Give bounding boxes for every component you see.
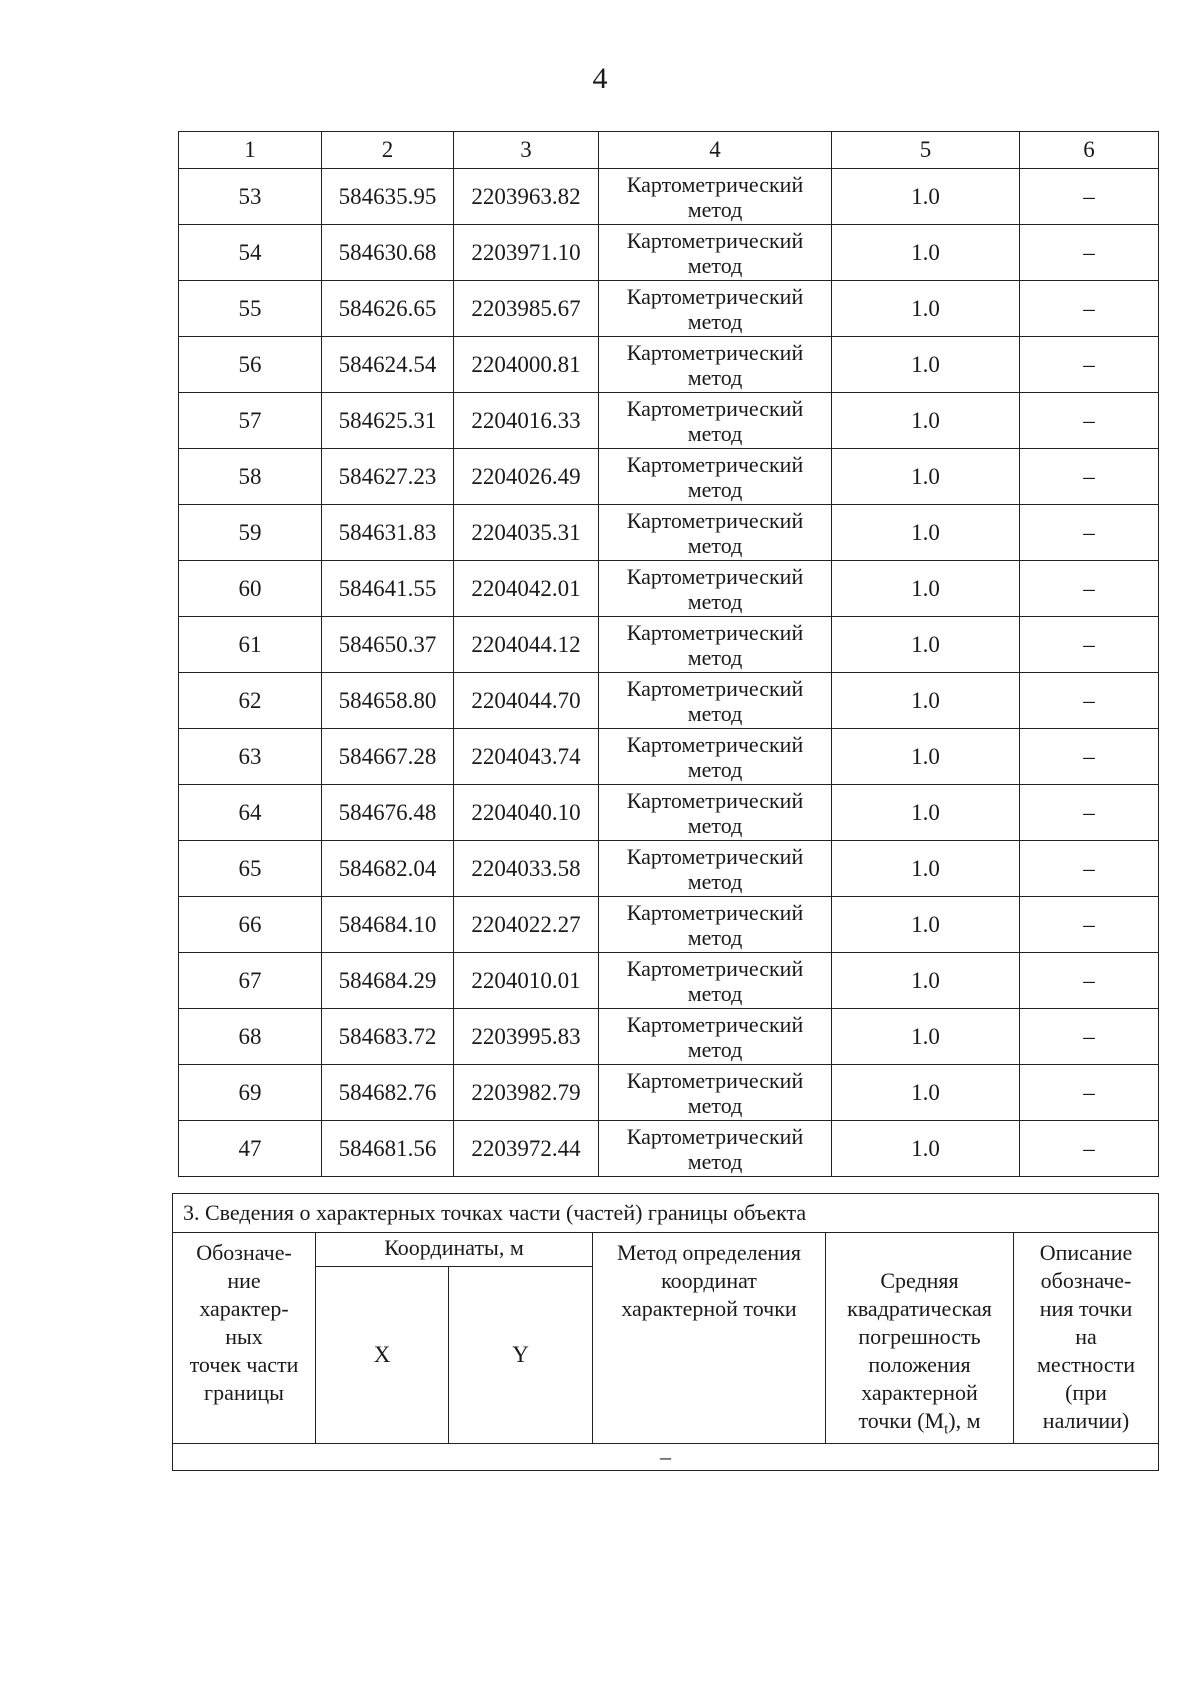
point-number-cell: 64: [179, 785, 322, 841]
section3-table: [172, 1193, 1159, 1471]
method-cell: Картометрический метод: [599, 1065, 832, 1121]
point-number-cell: 63: [179, 729, 322, 785]
table-row: [179, 1009, 1159, 1065]
y-coordinate-cell: 2204016.33: [454, 393, 599, 449]
table-row: [179, 1121, 1159, 1177]
description-cell: –: [1020, 953, 1159, 1009]
method-cell: Картометрический метод: [599, 841, 832, 897]
section3-title: 3. Сведения о характерных точках части (частей) границы объекта: [173, 1194, 1159, 1233]
error-cell: 1.0: [832, 505, 1020, 561]
error-cell: 1.0: [832, 673, 1020, 729]
error-cell: 1.0: [832, 617, 1020, 673]
table-row: [179, 729, 1159, 785]
method-cell: Картометрический метод: [599, 897, 832, 953]
table-row: [179, 617, 1159, 673]
table-row: [179, 337, 1159, 393]
method-cell: Картометрический метод: [599, 225, 832, 281]
description-cell: –: [1020, 897, 1159, 953]
point-number-cell: 69: [179, 1065, 322, 1121]
y-coordinate-cell: 2204010.01: [454, 953, 599, 1009]
error-cell: 1.0: [832, 1065, 1020, 1121]
point-number-cell: 56: [179, 337, 322, 393]
error-cell: 1.0: [832, 449, 1020, 505]
x-coordinate-cell: 584667.28: [322, 729, 454, 785]
method-cell: Картометрический метод: [599, 953, 832, 1009]
description-cell: –: [1020, 393, 1159, 449]
point-number-cell: 66: [179, 897, 322, 953]
x-coordinate-cell: 584624.54: [322, 337, 454, 393]
point-number-cell: 53: [179, 169, 322, 225]
point-number-cell: 59: [179, 505, 322, 561]
coordinates-header: Координаты, м: [316, 1233, 593, 1267]
column-header: 2: [322, 132, 454, 169]
x-coordinate-cell: 584658.80: [322, 673, 454, 729]
method-cell: Картометрический метод: [599, 561, 832, 617]
y-coordinate-cell: 2204022.27: [454, 897, 599, 953]
x-coordinate-cell: 584627.23: [322, 449, 454, 505]
description-cell: –: [1020, 1009, 1159, 1065]
x-coordinate-cell: 584650.37: [322, 617, 454, 673]
error-cell: 1.0: [832, 1121, 1020, 1177]
column-header: 1: [179, 132, 322, 169]
x-coordinate-cell: 584682.04: [322, 841, 454, 897]
boundary-points-table: [178, 131, 1159, 1177]
y-coordinate-cell: 2204040.10: [454, 785, 599, 841]
x-coordinate-cell: 584684.10: [322, 897, 454, 953]
table-row: [179, 841, 1159, 897]
x-coordinate-cell: 584635.95: [322, 169, 454, 225]
y-header: Y: [449, 1267, 593, 1444]
description-cell: –: [1020, 561, 1159, 617]
section3-empty-row: [173, 1444, 1159, 1471]
empty-value: –: [173, 1444, 1159, 1471]
method-cell: Картометрический метод: [599, 337, 832, 393]
point-number-cell: 67: [179, 953, 322, 1009]
y-coordinate-cell: 2203995.83: [454, 1009, 599, 1065]
y-coordinate-cell: 2203963.82: [454, 169, 599, 225]
table-row: [179, 393, 1159, 449]
point-number-cell: 58: [179, 449, 322, 505]
error-cell: 1.0: [832, 225, 1020, 281]
error-cell: 1.0: [832, 169, 1020, 225]
method-cell: Картометрический метод: [599, 169, 832, 225]
error-cell: 1.0: [832, 281, 1020, 337]
description-cell: –: [1020, 281, 1159, 337]
x-coordinate-cell: 584684.29: [322, 953, 454, 1009]
y-coordinate-cell: 2203971.10: [454, 225, 599, 281]
y-coordinate-cell: 2203982.79: [454, 1065, 599, 1121]
y-coordinate-cell: 2204044.70: [454, 673, 599, 729]
description-cell: –: [1020, 337, 1159, 393]
table-row: [179, 1065, 1159, 1121]
point-number-cell: 62: [179, 673, 322, 729]
error-cell: 1.0: [832, 1009, 1020, 1065]
y-coordinate-cell: 2204033.58: [454, 841, 599, 897]
method-cell: Картометрический метод: [599, 785, 832, 841]
x-coordinate-cell: 584626.65: [322, 281, 454, 337]
column-header: 3: [454, 132, 599, 169]
table-body: [179, 169, 1159, 1177]
description-cell: –: [1020, 505, 1159, 561]
table-row: [179, 953, 1159, 1009]
table-row: [179, 561, 1159, 617]
description-cell: –: [1020, 785, 1159, 841]
description-cell: –: [1020, 1121, 1159, 1177]
point-number-cell: 57: [179, 393, 322, 449]
point-number-cell: 54: [179, 225, 322, 281]
description-header: Описание обозначе- ния точки на местности (при наличии): [1014, 1233, 1159, 1444]
column-header: 5: [832, 132, 1020, 169]
method-cell: Картометрический метод: [599, 281, 832, 337]
table-row: [179, 785, 1159, 841]
description-cell: –: [1020, 225, 1159, 281]
designation-header: Обозначе- ние характер- ных точек части границы: [173, 1233, 316, 1444]
method-cell: Картометрический метод: [599, 1121, 832, 1177]
column-number-row: [179, 132, 1159, 169]
x-coordinate-cell: 584630.68: [322, 225, 454, 281]
method-cell: Картометрический метод: [599, 673, 832, 729]
table-row: [179, 281, 1159, 337]
y-coordinate-cell: 2204026.49: [454, 449, 599, 505]
error-cell: 1.0: [832, 337, 1020, 393]
description-cell: –: [1020, 1065, 1159, 1121]
error-cell: 1.0: [832, 841, 1020, 897]
section3-title-row: [173, 1194, 1159, 1233]
table-row: [179, 169, 1159, 225]
y-coordinate-cell: 2203972.44: [454, 1121, 599, 1177]
error-header-text: Средняя квадратическая погрешность положения характерной точки $(M_t)$, м: [847, 1268, 992, 1438]
point-number-cell: 65: [179, 841, 322, 897]
description-cell: –: [1020, 841, 1159, 897]
y-coordinate-cell: 2203985.67: [454, 281, 599, 337]
column-header: 6: [1020, 132, 1159, 169]
method-cell: Картометрический метод: [599, 449, 832, 505]
y-coordinate-cell: 2204035.31: [454, 505, 599, 561]
table-row: [179, 505, 1159, 561]
error-cell: 1.0: [832, 897, 1020, 953]
error-cell: 1.0: [832, 953, 1020, 1009]
x-coordinate-cell: 584683.72: [322, 1009, 454, 1065]
page-number: 4: [592, 62, 608, 95]
point-number-cell: 61: [179, 617, 322, 673]
table-row: [179, 673, 1159, 729]
x-coordinate-cell: 584676.48: [322, 785, 454, 841]
table-row: [179, 449, 1159, 505]
y-coordinate-cell: 2204000.81: [454, 337, 599, 393]
method-cell: Картометрический метод: [599, 729, 832, 785]
x-coordinate-cell: 584681.56: [322, 1121, 454, 1177]
method-cell: Картометрический метод: [599, 617, 832, 673]
point-number-cell: 55: [179, 281, 322, 337]
description-cell: –: [1020, 169, 1159, 225]
x-header: X: [316, 1267, 449, 1444]
description-cell: –: [1020, 617, 1159, 673]
method-cell: Картометрический метод: [599, 393, 832, 449]
description-cell: –: [1020, 729, 1159, 785]
column-header: 4: [599, 132, 832, 169]
error-cell: 1.0: [832, 785, 1020, 841]
method-cell: Картометрический метод: [599, 1009, 832, 1065]
y-coordinate-cell: 2204044.12: [454, 617, 599, 673]
section3-header-row: [173, 1233, 1159, 1267]
x-coordinate-cell: 584682.76: [322, 1065, 454, 1121]
method-cell: Картометрический метод: [599, 505, 832, 561]
y-coordinate-cell: 2204042.01: [454, 561, 599, 617]
error-cell: 1.0: [832, 393, 1020, 449]
error-cell: 1.0: [832, 729, 1020, 785]
point-number-cell: 47: [179, 1121, 322, 1177]
point-number-cell: 68: [179, 1009, 322, 1065]
error-header: [826, 1233, 1014, 1444]
point-number-cell: 60: [179, 561, 322, 617]
x-coordinate-cell: 584625.31: [322, 393, 454, 449]
description-cell: –: [1020, 673, 1159, 729]
table-row: [179, 897, 1159, 953]
method-header: Метод определения координат характерной точки: [593, 1233, 826, 1444]
x-coordinate-cell: 584641.55: [322, 561, 454, 617]
x-coordinate-cell: 584631.83: [322, 505, 454, 561]
description-cell: –: [1020, 449, 1159, 505]
y-coordinate-cell: 2204043.74: [454, 729, 599, 785]
error-cell: 1.0: [832, 561, 1020, 617]
table-row: [179, 225, 1159, 281]
